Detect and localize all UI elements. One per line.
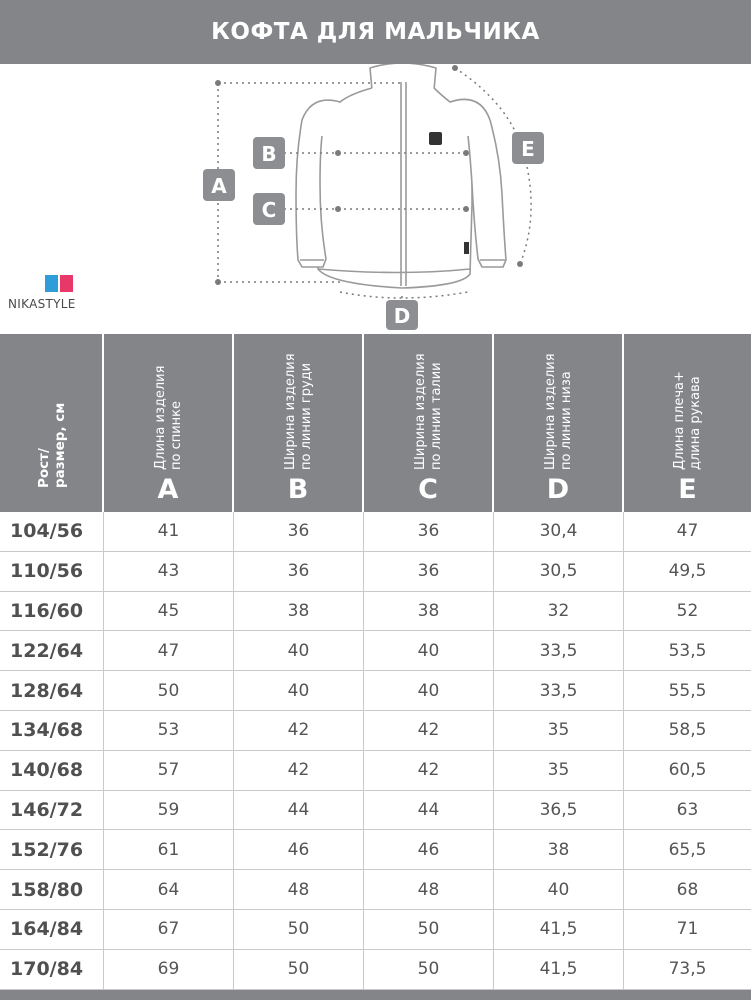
logo-mark-icon: [45, 275, 108, 292]
size-cell: 152/76: [0, 830, 104, 869]
size-cell: 140/68: [0, 751, 104, 790]
column-header-3: [364, 334, 494, 512]
value-cell: 30,4: [494, 512, 624, 551]
column-label: Ширина изделия по линии груди: [283, 353, 314, 470]
value-cell: 53,5: [668, 640, 707, 661]
table-row: [0, 711, 751, 751]
value-cell: 47: [676, 521, 699, 542]
size-cell: 170/84: [0, 950, 104, 989]
svg-text:D: D: [393, 304, 411, 328]
value-cell: 53: [104, 711, 234, 750]
value-cell: 40: [494, 870, 624, 909]
size-cell: 122/64: [0, 631, 104, 670]
value-cell: 40: [234, 631, 364, 670]
bottom-bar: [0, 990, 751, 1000]
value-cell: 32: [494, 592, 624, 631]
value-cell: 58,5: [668, 720, 707, 741]
value-cell: 68: [676, 879, 699, 900]
value-cell: 73,5: [668, 959, 707, 980]
value-cell: 35: [494, 711, 624, 750]
value-cell: 36: [364, 552, 494, 591]
value-cell: 38: [494, 830, 624, 869]
column-header-4: [494, 334, 624, 512]
table-row: [0, 512, 751, 552]
value-cell: 63: [676, 799, 699, 820]
size-cell: 164/84: [0, 910, 104, 949]
label-b: [253, 137, 285, 169]
value-cell: 50: [364, 910, 494, 949]
column-label: Ширина изделия по линии низа: [543, 353, 574, 470]
column-header-2: [234, 334, 364, 512]
value-cell: 44: [364, 791, 494, 830]
table-row: [0, 950, 751, 990]
column-label: Рост/ размер, см: [36, 402, 68, 488]
size-cell: 116/60: [0, 592, 104, 631]
svg-text:C: C: [261, 198, 277, 222]
column-letter: E: [678, 474, 697, 505]
title-bar: [0, 0, 751, 64]
value-cell: 38: [364, 592, 494, 631]
size-cell: 134/68: [0, 711, 104, 750]
column-header-1: [104, 334, 234, 512]
table-row: [0, 791, 751, 831]
table-row: [0, 830, 751, 870]
value-cell: 35: [494, 751, 624, 790]
value-cell: 45: [104, 592, 234, 631]
value-cell: 50: [104, 671, 234, 710]
value-cell: 46: [234, 830, 364, 869]
table-row: [0, 671, 751, 711]
value-cell: 42: [364, 751, 494, 790]
table-row: [0, 910, 751, 950]
value-cell: 40: [364, 671, 494, 710]
value-cell: 44: [234, 791, 364, 830]
table-row: [0, 552, 751, 592]
table-header: [0, 334, 751, 512]
brand-logo: [8, 275, 108, 311]
value-cell: 42: [364, 711, 494, 750]
value-cell: 40: [364, 631, 494, 670]
column-letter: A: [157, 474, 179, 505]
column-label: Длина изделия по спинке: [153, 365, 184, 470]
value-cell: 59: [104, 791, 234, 830]
value-cell: 69: [104, 950, 234, 989]
column-header-0: [0, 334, 104, 512]
value-cell: 36: [364, 512, 494, 551]
svg-text:A: A: [211, 174, 227, 198]
value-cell: 64: [104, 870, 234, 909]
table-row: [0, 592, 751, 632]
label-d: [386, 300, 418, 330]
table-row: [0, 751, 751, 791]
column-letter: C: [418, 474, 438, 505]
value-cell: 48: [234, 870, 364, 909]
value-cell: 52: [676, 600, 699, 621]
logo-text: NIKASTYLE: [8, 297, 76, 311]
value-cell: 41: [104, 512, 234, 551]
value-cell: 57: [104, 751, 234, 790]
size-cell: 146/72: [0, 791, 104, 830]
value-cell: 46: [364, 830, 494, 869]
label-e: [512, 132, 544, 164]
value-cell: 38: [234, 592, 364, 631]
column-label: Длина плеча+ длина рукава: [671, 371, 703, 470]
size-table-body: [0, 512, 751, 990]
value-cell: 42: [234, 751, 364, 790]
value-cell: 50: [234, 950, 364, 989]
value-cell: 48: [364, 870, 494, 909]
value-cell: 41,5: [494, 910, 624, 949]
value-cell: 36: [234, 552, 364, 591]
size-cell: 128/64: [0, 671, 104, 710]
value-cell: 60,5: [668, 760, 707, 781]
value-cell: 61: [104, 830, 234, 869]
value-cell: 36,5: [494, 791, 624, 830]
value-cell: 65,5: [668, 839, 707, 860]
column-label: Ширина изделия по линии талии: [413, 353, 444, 470]
value-cell: 47: [104, 631, 234, 670]
page-title: КОФТА ДЛЯ МАЛЬЧИКА: [211, 19, 540, 45]
value-cell: 40: [234, 671, 364, 710]
size-cell: 110/56: [0, 552, 104, 591]
value-cell: 30,5: [494, 552, 624, 591]
value-cell: 43: [104, 552, 234, 591]
value-cell: 50: [364, 950, 494, 989]
label-a: [203, 169, 235, 201]
value-cell: 33,5: [494, 631, 624, 670]
label-c: [253, 193, 285, 225]
value-cell: 71: [676, 919, 699, 940]
column-letter: B: [287, 474, 309, 505]
table-row: [0, 870, 751, 910]
value-cell: 55,5: [668, 680, 707, 701]
jacket-diagram: [0, 64, 751, 334]
size-cell: 158/80: [0, 870, 104, 909]
column-letter: D: [546, 474, 570, 505]
table-row: [0, 631, 751, 671]
value-cell: 33,5: [494, 671, 624, 710]
value-cell: 67: [104, 910, 234, 949]
size-cell: 104/56: [0, 512, 104, 551]
value-cell: 49,5: [668, 561, 707, 582]
column-header-5: [624, 334, 751, 512]
svg-text:B: B: [261, 142, 277, 166]
value-cell: 42: [234, 711, 364, 750]
value-cell: 36: [234, 512, 364, 551]
value-cell: 41,5: [494, 950, 624, 989]
value-cell: 50: [234, 910, 364, 949]
svg-text:E: E: [521, 137, 535, 161]
